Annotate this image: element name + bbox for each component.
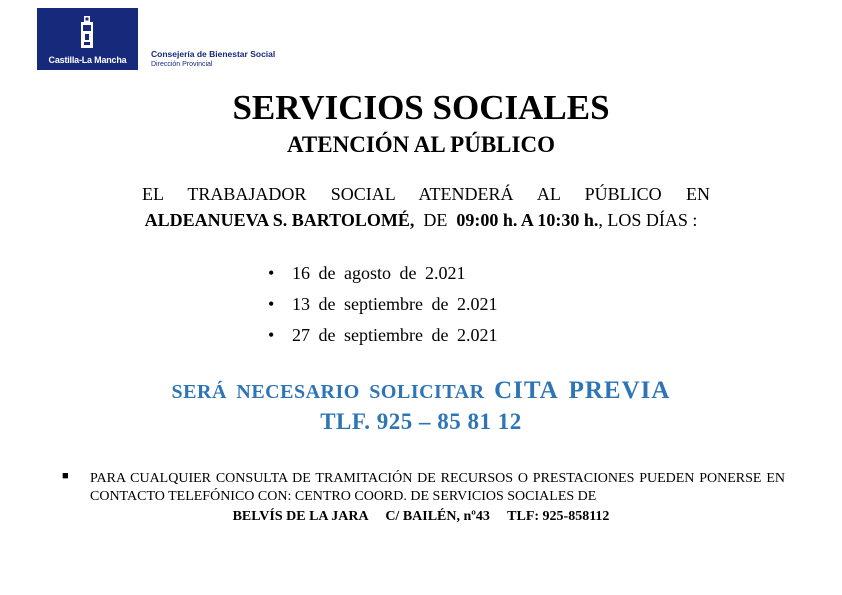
page-subtitle: ATENCIÓN AL PÚBLICO [287, 132, 555, 157]
appointment-notice [0, 376, 842, 407]
intro-line-2 [0, 208, 842, 232]
date-item [268, 258, 497, 289]
page-title: SERVICIOS SOCIALES [232, 88, 610, 127]
contact-note: PARA CUALQUIER CONSULTA DE TRAMITACIÓN DE RECURSOS O PRESTACIONES PUEDEN PONERSE EN CONTACTO TELEFÓNICO CON: CENTRO COORD. DE SERVICIOS SOCIALES DE [90, 471, 785, 504]
de-text: DE [423, 210, 448, 230]
date-text: 16 de agosto de 2.021 [292, 263, 466, 283]
bullet-icon: • [268, 325, 275, 345]
date-text: 27 de septiembre de 2.021 [292, 325, 498, 345]
date-item [268, 289, 497, 320]
castilla-la-mancha-logo [37, 8, 138, 70]
date-text: 13 de septiembre de 2.021 [292, 294, 498, 314]
dates-list [268, 258, 497, 351]
department-header [151, 49, 275, 69]
contact-address: BELVÍS DE LA JARA C/ BAILÉN, nº43 TLF: 925-858112 [232, 509, 610, 524]
appointment-highlight: CITA PREVIA [494, 377, 671, 404]
department-name: Consejería de Bienestar Social [151, 49, 276, 59]
appointment-phone: TLF. 925 – 85 81 12 [320, 409, 522, 434]
subdepartment-name: Dirección Provincial [151, 61, 213, 68]
square-bullet-icon: ■ [62, 470, 69, 482]
date-item [268, 320, 497, 351]
logo-text: Castilla-La Mancha [48, 55, 127, 65]
place-name: ALDEANUEVA S. BARTOLOMÉ, [144, 210, 415, 230]
castle-shield-icon [79, 16, 95, 50]
intro-line-1: EL TRABAJADOR SOCIAL ATENDERÁ AL PÚBLICO EN [142, 184, 710, 204]
days-label: , LOS DÍAS : [598, 210, 698, 230]
appointment-prefix: SERÁ NECESARIO SOLICITAR [171, 381, 485, 403]
bullet-icon: • [268, 263, 275, 283]
bullet-icon: • [268, 294, 275, 314]
hours-text: 09:00 h. A 10:30 h. [456, 210, 599, 230]
